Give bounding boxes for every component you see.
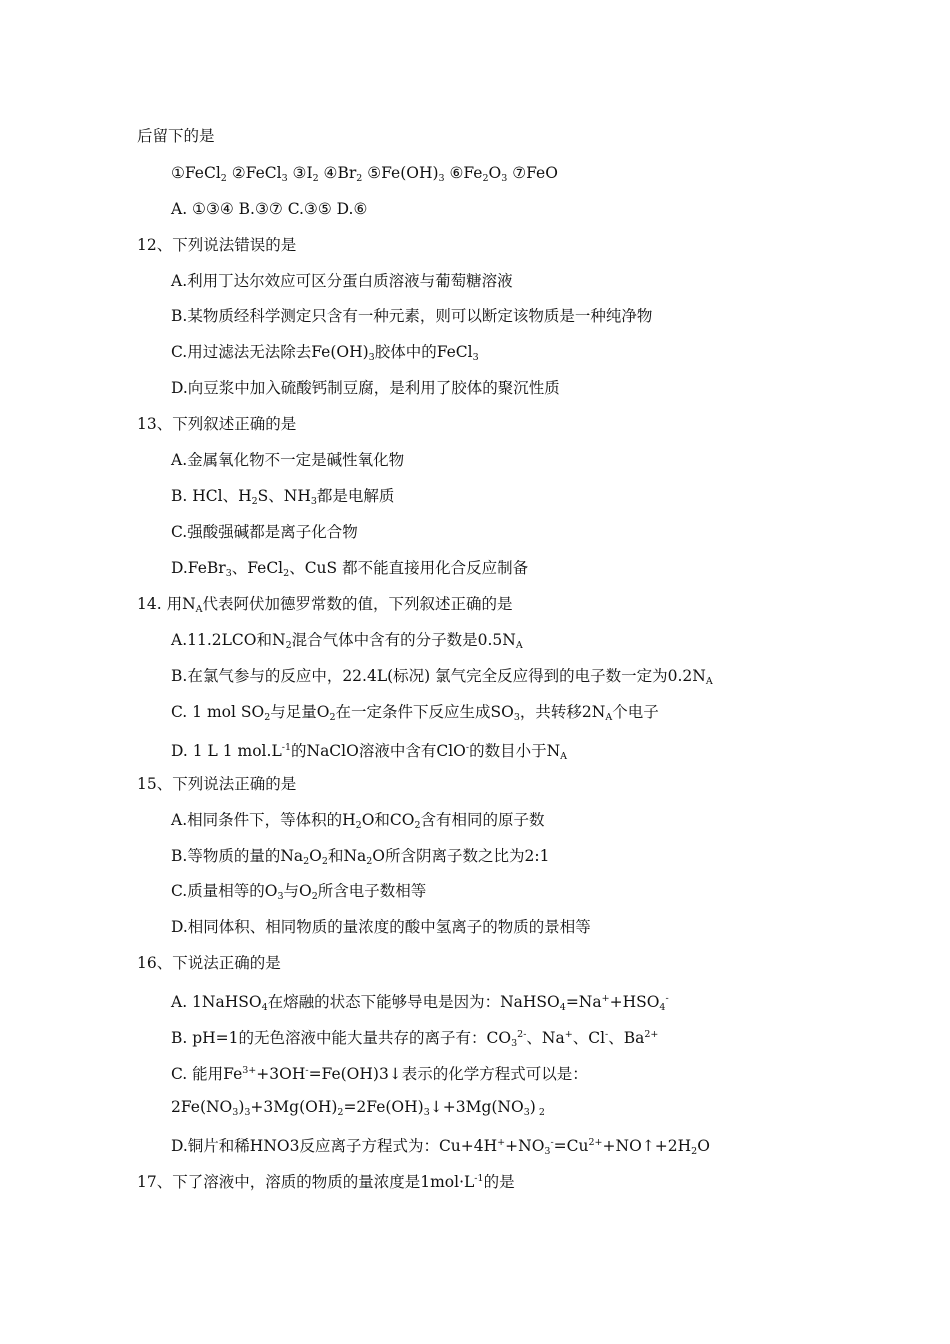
text-run: 与O	[283, 882, 312, 900]
text-line	[171, 881, 426, 907]
text-run: B.在氯气参与的反应中，22.4L(标况) 氯气完全反应得到的电子数一定为0.2N	[171, 667, 706, 685]
subscript: 2	[321, 856, 328, 867]
text-run: C.强酸强碱都是离子化合物	[171, 523, 358, 541]
subscript: 2	[355, 820, 362, 831]
text-run: A. 1NaHSO	[171, 993, 262, 1011]
text-line	[171, 199, 367, 219]
text-line	[137, 594, 513, 620]
text-run: O	[309, 847, 322, 865]
text-line	[171, 738, 567, 767]
text-run: 所含电子数相等	[317, 882, 427, 900]
text-run: +NO↑+2H	[602, 1137, 692, 1155]
text-line	[171, 558, 528, 584]
superscript: -	[550, 1137, 554, 1148]
text-line	[171, 630, 523, 656]
text-run: )	[529, 1098, 536, 1116]
subscript: A	[560, 751, 568, 762]
subscript: 3	[225, 568, 232, 579]
subscript: 2	[311, 891, 318, 902]
text-run: D.铜片和稀HNO3反应离子方程式为：Cu+4H	[171, 1137, 498, 1155]
superscript: -1	[281, 742, 291, 753]
text-run: +NO	[505, 1137, 545, 1155]
text-line	[137, 235, 296, 255]
text-line	[171, 522, 358, 542]
superscript: -	[605, 1029, 609, 1040]
subscript: 2	[303, 856, 310, 867]
text-run: 后留下的是	[137, 127, 215, 145]
text-run: 、Cl	[572, 1029, 606, 1047]
text-run: D.FeBr	[171, 559, 226, 577]
text-line	[171, 1061, 588, 1084]
text-line	[171, 450, 404, 470]
text-line	[137, 126, 215, 146]
subscript: 3	[368, 352, 375, 363]
text-line	[137, 774, 296, 794]
subscript: 3	[513, 712, 520, 723]
text-run: O所含阴离子数之比为2:1	[372, 847, 550, 865]
text-line	[171, 306, 652, 326]
superscript: +	[564, 1029, 573, 1040]
text-run: 都是电解质	[316, 487, 395, 505]
superscript: -	[665, 993, 669, 1004]
text-run: ↓+3Mg(NO	[429, 1098, 524, 1116]
text-run: 胶体中的FeCl	[374, 343, 473, 361]
subscript: 2	[283, 568, 290, 579]
text-run: 的NaClO溶液中含有ClO	[291, 742, 466, 760]
text-run: O	[697, 1137, 710, 1155]
text-run: 2Fe(NO	[171, 1098, 233, 1116]
subscript: 2	[691, 1146, 698, 1157]
subscript: 2	[220, 173, 227, 184]
superscript: +	[497, 1137, 506, 1148]
text-run: =Na	[565, 993, 602, 1011]
text-run: ③I	[287, 164, 313, 182]
text-line	[171, 989, 669, 1018]
text-run: 个电子	[612, 703, 659, 721]
text-line	[171, 1025, 658, 1054]
subscript: 4	[659, 1002, 666, 1013]
text-line	[171, 666, 713, 692]
subscript: 2	[285, 640, 292, 651]
text-run: A.11.2LCO和N	[171, 631, 286, 649]
text-run: 15、下列说法正确的是	[137, 775, 297, 793]
text-run: ⑥Fe	[444, 164, 483, 182]
text-run: O和CO	[361, 811, 415, 829]
text-line	[171, 1133, 710, 1162]
text-run: 、Na	[526, 1029, 565, 1047]
text-run: 17、下了溶液中，溶质的物质的量浓度是1mol·L	[137, 1173, 475, 1191]
subscript: A	[515, 640, 523, 651]
text-run: C.质量相等的O	[171, 882, 278, 900]
text-run: 13、下列叙述正确的是	[137, 415, 297, 433]
text-line	[171, 378, 560, 398]
text-run: 12、下列说法错误的是	[137, 236, 297, 254]
subscript: 2	[356, 173, 363, 184]
subscript: 3	[281, 173, 288, 184]
text-run: =Cu	[553, 1137, 589, 1155]
text-run: 在一定条件下反应生成SO	[335, 703, 514, 721]
text-run: 代表阿伏加德罗常数的值，下列叙述正确的是	[202, 595, 513, 613]
text-run: 、FeCl	[231, 559, 284, 577]
text-run: C.用过滤法无法除去Fe(OH)	[171, 343, 369, 361]
subscript: 3	[423, 1107, 430, 1118]
subscript: 2	[312, 173, 319, 184]
subscript: 2	[414, 820, 421, 831]
superscript: +	[601, 993, 610, 1004]
text-run: 14. 用N	[137, 595, 196, 613]
text-run: +3Mg(OH)	[250, 1098, 338, 1116]
text-line	[171, 163, 558, 189]
text-line	[137, 953, 281, 973]
text-line	[171, 486, 394, 512]
text-run: C. 能用Fe	[171, 1065, 243, 1083]
text-run: D. 1 L 1 mol.L	[171, 742, 282, 760]
subscript: 3	[438, 173, 445, 184]
superscript: 3+	[242, 1065, 257, 1076]
superscript: -	[465, 742, 470, 753]
text-run: +HSO	[609, 993, 660, 1011]
superscript: 2+	[644, 1029, 659, 1040]
text-line	[171, 917, 591, 937]
text-run: 含有相同的原子数	[420, 811, 545, 829]
subscript: 3	[310, 496, 317, 507]
superscript: 2-	[517, 1029, 527, 1040]
text-run: B.等物质的量的Na	[171, 847, 304, 865]
subscript: 4	[559, 1002, 566, 1013]
subscript: 2	[251, 496, 258, 507]
text-line	[171, 271, 513, 291]
text-run: =2Fe(OH)	[343, 1098, 424, 1116]
subscript: A	[605, 712, 613, 723]
text-line	[171, 342, 479, 368]
subscript: 3	[244, 1107, 251, 1118]
text-run: ④Br	[318, 164, 357, 182]
subscript: 2	[329, 712, 336, 723]
subscript: 3	[544, 1146, 551, 1157]
subscript: 3	[523, 1107, 530, 1118]
text-run: 和Na	[327, 847, 367, 865]
text-run: 在熔融的状态下能够导电是因为：NaHSO	[267, 993, 560, 1011]
text-run: ①FeCl	[171, 164, 221, 182]
subscript: 2	[535, 1107, 545, 1118]
subscript: 3	[511, 1038, 518, 1049]
text-run: A. ①③④ B.③⑦ C.③⑤ D.⑥	[171, 200, 368, 218]
text-run: D.相同体积、相同物质的量浓度的酸中氢离子的物质的景相等	[171, 918, 591, 936]
subscript: 4	[261, 1002, 268, 1013]
text-line	[171, 846, 549, 872]
text-line	[137, 414, 296, 434]
text-run: A.金属氧化物不一定是碱性氧化物	[171, 451, 405, 469]
text-run: ⑦FeO	[507, 164, 558, 182]
text-run: ，共转移2N	[519, 703, 606, 721]
text-run: B. HCl、H	[171, 487, 252, 505]
text-run: B. pH=1的无色溶液中能大量共存的离子有：CO	[171, 1029, 512, 1047]
text-run: A.相同条件下，等体积的H	[171, 811, 356, 829]
subscript: 3	[232, 1107, 239, 1118]
text-run: S、NH	[257, 487, 311, 505]
subscript: 2	[482, 173, 489, 184]
text-run: A.利用丁达尔效应可区分蛋白质溶液与葡萄糖溶液	[171, 272, 513, 290]
text-run: ⑤Fe(OH)	[362, 164, 439, 182]
text-line	[137, 1169, 515, 1192]
text-run: D.向豆浆中加入硫酸钙制豆腐，是利用了胶体的聚沉性质	[171, 379, 560, 397]
text-line	[171, 810, 545, 836]
subscript: A	[705, 676, 713, 687]
text-line	[171, 1097, 545, 1123]
subscript: 2	[366, 856, 373, 867]
subscript: 2	[337, 1107, 344, 1118]
text-run: 16、下说法正确的是	[137, 954, 281, 972]
subscript: A	[195, 604, 203, 615]
superscript: -	[305, 1065, 309, 1076]
subscript: 3	[277, 891, 284, 902]
superscript: 2+	[588, 1137, 603, 1148]
text-run: 的数目小于N	[469, 742, 561, 760]
subscript: 3	[501, 173, 508, 184]
text-run: O	[488, 164, 502, 182]
text-run: 、Ba	[608, 1029, 645, 1047]
subscript: 2	[264, 712, 271, 723]
text-run: ②FeCl	[226, 164, 282, 182]
text-run: 、CuS 都不能直接用化合反应制备	[289, 559, 529, 577]
text-run: 的是	[483, 1173, 515, 1191]
text-run: +3OH	[256, 1065, 306, 1083]
text-run: B.某物质经科学测定只含有一种元素，则可以断定该物质是一种纯净物	[171, 307, 653, 325]
text-run: C. 1 mol SO	[171, 703, 265, 721]
text-line	[171, 702, 659, 728]
text-run: 混合气体中含有的分子数是0.5N	[291, 631, 516, 649]
text-run: 与足量O	[270, 703, 330, 721]
text-run: )	[238, 1098, 245, 1116]
superscript: -1	[474, 1173, 484, 1184]
subscript: 3	[472, 352, 479, 363]
text-run: =Fe(OH)3↓表示的化学方程式可以是：	[308, 1065, 588, 1083]
